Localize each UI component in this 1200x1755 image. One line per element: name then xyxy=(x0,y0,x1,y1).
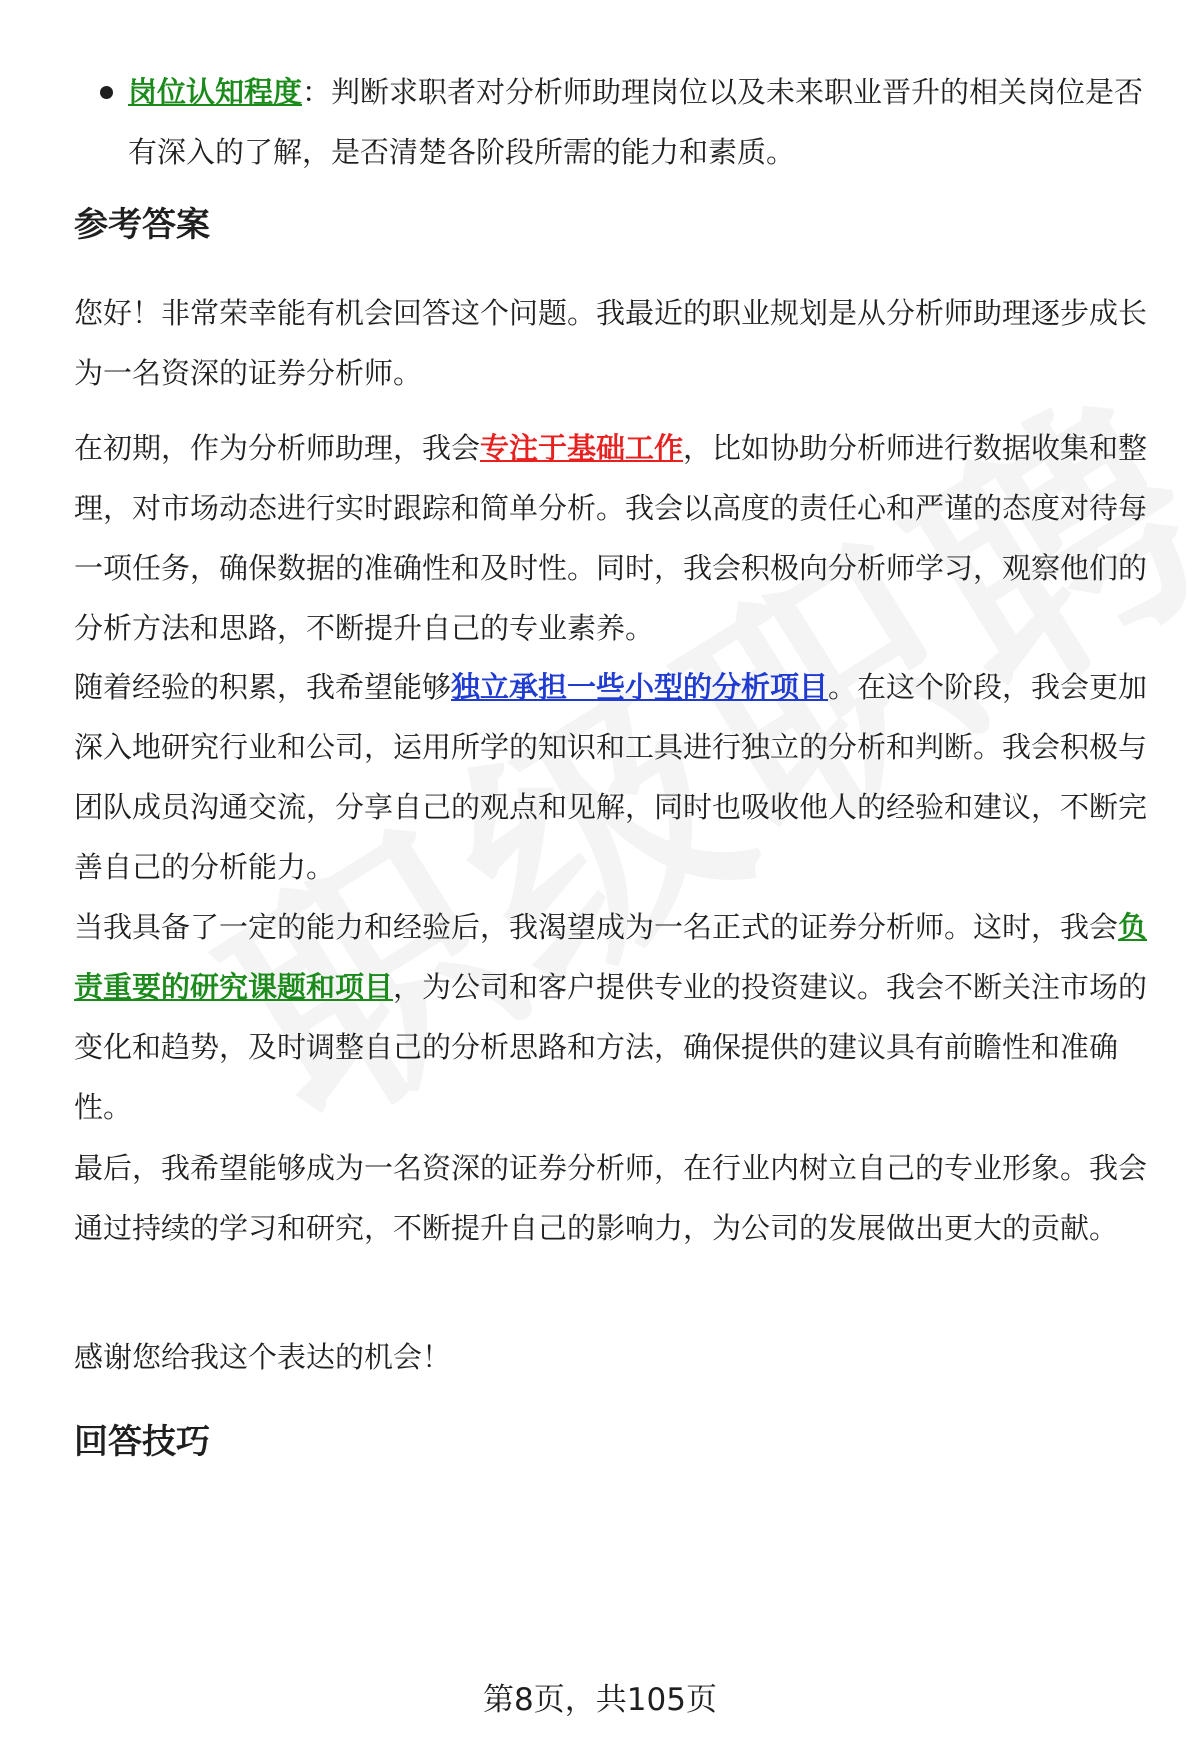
bullet-dot-icon xyxy=(100,86,113,99)
section-title-answer-tips: 回答技巧 xyxy=(74,1422,210,1462)
paragraph-growth-stage xyxy=(74,657,1154,897)
paragraph-early-stage xyxy=(74,418,1154,658)
bullet-text xyxy=(128,62,1150,182)
paragraph-greeting: 您好！非常荣幸能有机会回答这个问题。我最近的职业规划是从分析师助理逐步成长为一名资深的证券分析师。 xyxy=(74,296,1148,390)
paragraph-text: 。在这个阶段，我会更加深入地研究行业和公司，运用所学的知识和工具进行独立的分析和判断。我会积极与团队成员沟通交流，分享自己的观点和见解，同时也吸收他人的经验和建议，不断完善自己的分析能力。 xyxy=(74,670,1148,884)
paragraph-text: ，为公司和客户提供专业的投资建议。我会不断关注市场的变化和趋势，及时调整自己的分析思路和方法，确保提供的建议具有前瞻性和准确性。 xyxy=(74,970,1148,1124)
highlight-independent-projects: 独立承担一些小型的分析项目 xyxy=(451,670,829,704)
section-title-reference-answer: 参考答案 xyxy=(74,205,210,245)
paragraph-senior-stage: 最后，我希望能够成为一名资深的证券分析师，在行业内树立自己的专业形象。我会通过持续的学习和研究，不断提升自己的影响力，为公司的发展做出更大的贡献。 xyxy=(74,1151,1148,1245)
paragraph-text: 随着经验的积累，我希望能够 xyxy=(74,670,452,704)
paragraph-thanks: 感谢您给我这个表达的机会！ xyxy=(74,1340,452,1374)
paragraph-text: ，比如协助分析师进行数据收集和整理，对市场动态进行实时跟踪和简单分析。我会以高度的责任心和严谨的态度对待每一项任务，确保数据的准确性和及时性。同时，我会积极向分析师学习，观察他们的分析方法和思路，不断提升自己的专业素养。 xyxy=(74,431,1148,645)
paragraph-analyst-stage xyxy=(74,897,1154,1137)
highlight-important-research: 负责重要的研究课题和项目 xyxy=(74,910,1148,1004)
bullet-item-role-awareness xyxy=(100,62,1150,182)
paragraph-text: 在初期，作为分析师助理，我会 xyxy=(74,431,481,465)
page-number: 第8页，共105页 xyxy=(483,1682,717,1718)
bullet-description: ：判断求职者对分析师助理岗位以及未来职业晋升的相关岗位是否有深入的了解，是否清楚各阶段所需的能力和素质。 xyxy=(128,75,1144,169)
highlight-focus-basic-work: 专注于基础工作 xyxy=(480,431,684,465)
paragraph-text: 当我具备了一定的能力和经验后，我渴望成为一名正式的证券分析师。这时，我会 xyxy=(74,910,1119,944)
bullet-term: 岗位认知程度 xyxy=(128,75,303,109)
